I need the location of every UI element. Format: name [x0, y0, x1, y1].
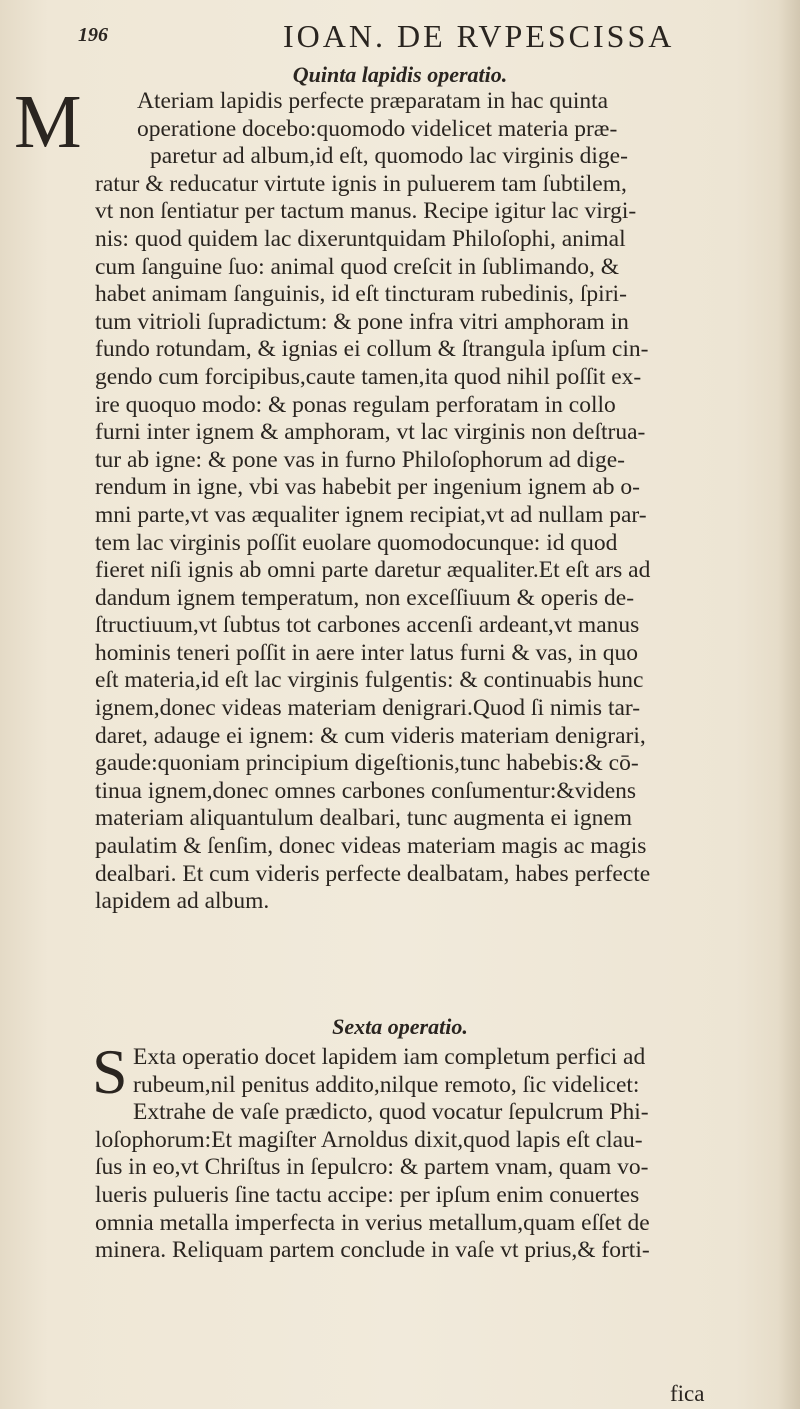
text-line: rendum in igne, vbi vas habebit per ingenium ignem ab o-	[95, 474, 640, 501]
text-line: paretur ad album,id eſt, quomodo lac virginis dige-	[150, 143, 628, 170]
text-line: furni inter ignem & amphoram, vt lac virginis non deſtrua-	[95, 419, 646, 446]
text-line: ignem,donec videas materiam denigrari.Quod ſi nimis tar-	[95, 695, 641, 722]
text-line: hominis teneri poſſit in aere inter latus furni & vas, in quo	[95, 639, 639, 666]
text-line: cum ſanguine ſuo: animal quod creſcit in ſublimando, &	[95, 253, 620, 280]
text-line: lapidem ad album.	[95, 888, 270, 915]
page-number: 196	[78, 24, 108, 46]
text-line: tem lac virginis poſſit euolare quomodocunque: id quod	[95, 529, 618, 556]
text-line: vt non ſentiatur per tactum manus. Recipe igitur lac virgi-	[95, 198, 637, 225]
text-line: tum vitrioli ſupradictum: & pone infra vitri amphoram in	[95, 308, 629, 335]
text-line: loſophorum:Et magiſter Arnoldus dixit,quod lapis eſt clau-	[95, 1126, 643, 1153]
paragraph-sexta	[95, 1044, 715, 1265]
catchword: fica	[670, 1381, 705, 1406]
text-line: eſt materia,id eſt lac virginis fulgentis: & continuabis hunc	[95, 667, 644, 694]
text-line: ſtructiuum,vt ſubtus tot carbones accenſi ardeant,vt manus	[95, 612, 640, 639]
text-line: operatione docebo:quomodo videlicet materia præ-	[137, 115, 618, 142]
dropcap-initial-s: S	[92, 1036, 128, 1107]
page-edge-shadow	[778, 0, 800, 1409]
section-title-quinta: Quinta lapidis operatio.	[292, 62, 508, 87]
text-line: gendo cum forcipibus,caute tamen,ita quod nihil poſſit ex-	[95, 363, 642, 390]
paragraph-quinta	[95, 88, 715, 916]
text-line: ſus in eo,vt Chriſtus in ſepulcro: & partem vnam, quam vo-	[95, 1154, 649, 1181]
text-line: fieret niſi ignis ab omni parte daretur æqualiter.Et eſt ars ad	[95, 557, 651, 584]
text-line: rubeum,nil penitus addito,nilque remoto, ſic videlicet:	[133, 1071, 640, 1098]
text-line: Exta operatio docet lapidem iam completum perfici ad	[133, 1044, 646, 1070]
text-line: Ateriam lapidis perfecte præparatam in hac quinta	[137, 88, 609, 114]
text-line: mni parte,vt vas æqualiter ignem recipiat,vt ad nullam par-	[95, 501, 647, 528]
text-line: fundo rotundam, & ignias ei collum & ſtrangula ipſum cin-	[95, 336, 649, 363]
section-title-sexta: Sexta operatio.	[332, 1014, 468, 1039]
text-line: tinua ignem,donec omnes carbones conſumentur:&videns	[95, 777, 637, 804]
text-line: omnia metalla imperfecta in verius metallum,quam eſſet de	[95, 1209, 650, 1236]
text-line: materiam aliquantulum dealbari, tunc augmenta ei ignem	[95, 805, 633, 832]
text-line: gaude:quoniam principium digeſtionis,tunc habebis:& cō-	[95, 750, 639, 777]
text-line: habet animam ſanguinis, id eſt tincturam rubedinis, ſpiri-	[95, 281, 627, 308]
text-line: nis: quod quidem lac dixeruntquidam Philoſophi, animal	[95, 225, 626, 252]
text-line: tur ab igne: & pone vas in furno Philoſophorum ad dige-	[95, 446, 625, 473]
running-head: IOAN. DE RVPESCISSA	[283, 18, 675, 54]
text-line: Extrahe de vaſe prædicto, quod vocatur ſepulcrum Phi-	[133, 1099, 649, 1126]
text-line: daret, adauge ei ignem: & cum videris materiam denigrari,	[95, 722, 646, 749]
text-line: paulatim & ſenſim, donec videas materiam magis ac magis	[95, 833, 647, 860]
text-line: ratur & reducatur virtute ignis in puluerem tam ſubtilem,	[95, 170, 627, 197]
text-line: dealbari. Et cum videris perfecte dealbatam, habes perfecte	[95, 860, 651, 887]
dropcap-initial-m: M	[14, 80, 82, 164]
text-line: ire quoquo modo: & ponas regulam perforatam in collo	[95, 391, 616, 418]
text-line: minera. Reliquam partem conclude in vaſe vt prius,& forti-	[95, 1237, 650, 1264]
text-line: lueris pulueris ſine tactu accipe: per ipſum enim conuertes	[95, 1181, 640, 1208]
page-header	[78, 18, 688, 58]
text-line: dandum ignem temperatum, non exceſſiuum & operis de-	[95, 584, 635, 611]
